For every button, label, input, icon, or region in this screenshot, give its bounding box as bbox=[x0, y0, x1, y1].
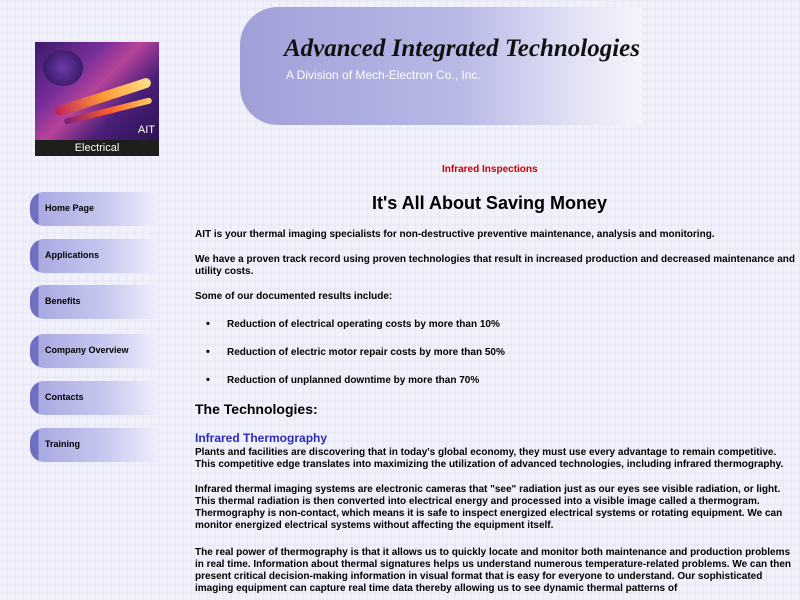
result-item bbox=[206, 374, 480, 386]
nav-label: Training bbox=[45, 439, 81, 449]
page-headline: It's All About Saving Money bbox=[372, 193, 607, 213]
result-item bbox=[206, 318, 500, 330]
technologies-heading: The Technologies: bbox=[195, 401, 318, 417]
nav-home-page[interactable] bbox=[30, 192, 158, 226]
result-text: Reduction of electric motor repair costs by more than 50% bbox=[227, 347, 505, 358]
logo-mark: AIT bbox=[137, 124, 155, 136]
nav-contacts[interactable] bbox=[30, 381, 158, 415]
track-record-paragraph: We have a proven track record using proven technologies that result in increased production and decreased maintenance and utility costs. bbox=[195, 254, 795, 277]
nav-training[interactable] bbox=[30, 428, 158, 462]
result-text: Reduction of unplanned downtime by more than 70% bbox=[227, 375, 480, 386]
intro-paragraph: AIT is your thermal imaging specialists for non-destructive preventive maintenance, analysis and monitoring. bbox=[195, 229, 715, 240]
infrared-thermography-heading: Infrared Thermography bbox=[195, 431, 328, 445]
result-item bbox=[206, 346, 505, 358]
site-subtitle: A Division of Mech-Electron Co., Inc. bbox=[286, 68, 481, 82]
logo-caption: Electrical bbox=[35, 140, 159, 156]
nav-applications[interactable] bbox=[30, 239, 158, 273]
results-intro: Some of our documented results include: bbox=[195, 291, 393, 302]
ir-paragraph-1: Plants and facilities are discovering that in today's global economy, they must use every advantage to remain competitive. This competitive edge translates into maximizing the utilization of advanced technologies, including infrared thermography. bbox=[195, 447, 784, 470]
logo-thermal-blob bbox=[43, 50, 83, 86]
nav-label: Contacts bbox=[45, 392, 84, 402]
nav-company-overview[interactable] bbox=[30, 334, 158, 368]
nav-label: Home Page bbox=[45, 203, 95, 213]
ir-paragraph-3: The real power of thermography is that it allows us to quickly locate and monitor both maintenance and production problems in real time. Information about thermal signatures helps us understand numerous temperature-related problems. We can then present critical decision-making information in visual format that is easy for everyone to understand. Our sophisticated imaging equipment can capture real time data thereby allowing us to see dynamic thermal patterns of bbox=[195, 547, 792, 594]
header-banner bbox=[240, 7, 642, 125]
bullet-icon: • bbox=[206, 318, 210, 330]
nav-benefits[interactable] bbox=[30, 285, 158, 319]
site-title: Advanced Integrated Technologies bbox=[284, 35, 641, 62]
nav-label: Company Overview bbox=[45, 345, 129, 355]
ir-paragraph-2: Infrared thermal imaging systems are electronic cameras that "see" radiation just as our eyes see visible radiation, or light. This thermal radiation is then converted into electrical energy and processed into a visible image called a thermogram. Thermography is non-contact, which means it is safe to inspect energized electrical systems or rotating equipment. We can monitor energized electrical systems without affecting the equipment itself. bbox=[195, 484, 783, 531]
nav-label: Applications bbox=[45, 250, 100, 260]
nav-label: Benefits bbox=[45, 296, 81, 306]
bullet-icon: • bbox=[206, 346, 210, 358]
section-label: Infrared Inspections bbox=[442, 164, 538, 175]
bullet-icon: • bbox=[206, 374, 210, 386]
result-text: Reduction of electrical operating costs by more than 10% bbox=[227, 319, 500, 330]
company-logo bbox=[35, 42, 159, 156]
